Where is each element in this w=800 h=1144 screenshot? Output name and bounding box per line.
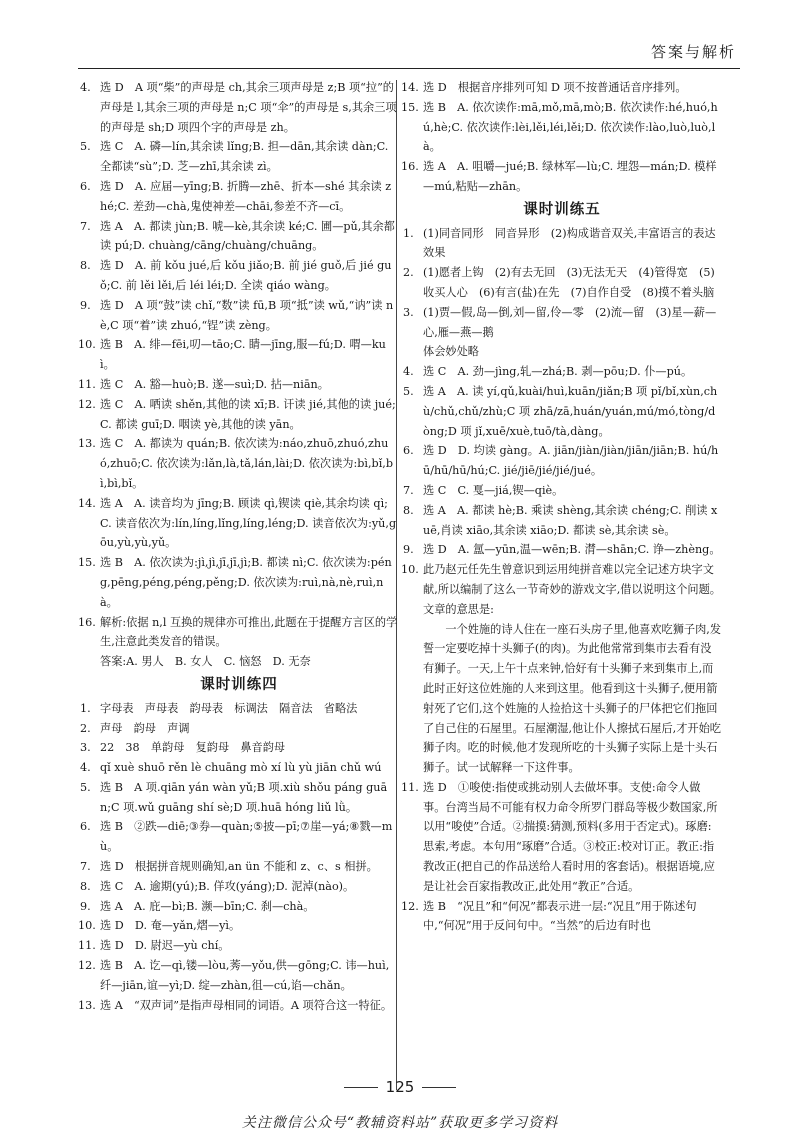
answer-item <box>80 857 398 877</box>
answer-item <box>80 897 398 917</box>
item-number: 5. <box>403 384 414 398</box>
item-text: 选 B A. 讫—qì,镂—lòu,莠—yǒu,供—gōng;C. 讳—huì,纤—jiān,谊—yì;D. 绽—zhàn,徂—cú,谄—chǎn。 <box>100 959 390 992</box>
item-text: 选 B A. 绯—fēi,叨—tāo;C. 睛—jīng,服—fú;D. 喟—kuì。 <box>100 338 386 372</box>
item-text: 选 A A. 都读 jùn;B. 唬—kè,其余读 ké;C. 圃—pǔ,其余都读 pú;D. chuàng/cāng/chuàng/chuāng。 <box>100 219 395 253</box>
item-text: 选 D D. 奄—yǎn,熠—yì。 <box>100 919 241 933</box>
answer-item <box>403 303 721 343</box>
item-number: 7. <box>80 219 91 233</box>
item-text: 选 A A. 读音均为 jīng;B. 顾读 qì,锲读 qiè,其余均读 qì;C. 读音依次为:lín,líng,lǐng,líng,léng;D. 读音依次为:yǔ,gōu,yù,yù,yǔ。 <box>100 496 397 550</box>
item-text: 选 C A. 哂读 shěn,其他的读 xī;B. 讦读 jié,其他的读 jué;C. 都读 guī;D. 咽读 yè,其他的读 yān。 <box>100 397 396 431</box>
item-text: 选 D 根据音序排列可知 D 项不按普通话音序排列。 <box>423 81 687 94</box>
meaning-intro: 文章的意思是: <box>423 602 494 616</box>
item-text: 此乃赵元任先生曾意识到运用纯拼音难以完全记述方块字文献,所以编制了这么一节奇妙的游戏文字,借以说明这个问题。 <box>423 563 721 596</box>
answer-item <box>80 434 398 493</box>
item-number: 9. <box>80 899 91 913</box>
item-text: 22 38 单韵母 复韵母 鼻音韵母 <box>100 741 286 755</box>
answer-item <box>403 382 721 441</box>
answer-item <box>403 98 721 157</box>
item-text: 选 D 根据拼音规则确知,an ün 不能和 z、c、s 相拼。 <box>100 860 378 874</box>
section-5-list-b <box>403 362 721 600</box>
answer-item <box>80 719 398 739</box>
item-number: 2. <box>403 266 414 280</box>
item-text: 选 C A. 都读为 quán;B. 依次读为:náo,zhuō,zhuó,zhuó,zhuō;C. 依次读为:lǎn,là,tǎ,lán,lài;D. 依次读为:bì,bǐ,bì,bì,bǐ。 <box>100 437 393 490</box>
item-text: 选 D A. 应届—yīng;B. 折腾—zhē、折本—shé 其余读 zhé;C. 差劲—chà,鬼使神差—chāi,参差不齐—cī。 <box>100 179 392 213</box>
item-number: 4. <box>403 365 414 379</box>
item-number: 12. <box>78 397 96 411</box>
item-text: 选 A A. 都读 hè;B. 乘读 shèng,其余读 chéng;C. 削读 xuē,肖读 xiāo,其余读 xiāo;D. 都读 sè,其余读 sè。 <box>423 503 718 537</box>
item-number: 5. <box>80 780 91 794</box>
item-number: 6. <box>80 179 91 193</box>
item-number: 3. <box>80 741 91 755</box>
answer-item <box>80 916 398 936</box>
page-header <box>78 0 740 69</box>
item-text: 选 B A. 依次读作:mā,mǒ,mā,mò;B. 依次读作:hé,huó,hú,hè;C. 依次读作:lèi,lěi,léi,lěi;D. 依次读作:lào,luò,luò,là。 <box>423 100 718 154</box>
footer-note: 关注微信公众号“教辅资料站”获取更多学习资料 <box>241 1115 559 1131</box>
answer-item <box>80 758 398 778</box>
answer-item <box>403 501 721 541</box>
item-number: 6. <box>403 444 414 458</box>
answer-item <box>80 78 398 137</box>
item-number: 1. <box>80 701 91 715</box>
section-title-4: 课时训练四 <box>200 676 278 693</box>
item-text: 选 B A. 依次读为:jì,jì,jī,jī,jì;B. 都读 nì;C. 依次读为:péng,pēng,péng,péng,pěng;D. 依次读为:ruì,nà,nè,ruì,nà。 <box>100 556 392 609</box>
item-text: 选 A A. 咀嚼—jué;B. 绿林军—lù;C. 埋怨—mán;D. 模样—mú,粘贴—zhān。 <box>423 160 717 193</box>
item-text: 选 C A. 劲—jìng,轧—zhá;B. 剥—pōu;D. 仆—pú。 <box>423 365 693 379</box>
item-number: 8. <box>80 879 91 893</box>
answer-item <box>80 936 398 956</box>
item-text: (1)同音同形 同音异形 (2)构成谐音双关,丰富语言的表达效果 <box>423 226 716 260</box>
item-number: 7. <box>80 860 91 874</box>
item-number: 11. <box>78 377 96 391</box>
item-number: 7. <box>403 483 414 497</box>
answer-item <box>403 157 721 197</box>
item-text: 选 D A. 氲—yūn,温—wēn;B. 潸—shān;C. 诤—zhèng。 <box>423 543 721 557</box>
item-number: 13. <box>78 998 96 1012</box>
item-number: 8. <box>403 503 414 517</box>
item-number: 3. <box>403 305 414 319</box>
item-number: 6. <box>80 820 91 834</box>
item-text: 选 D ①唆使:指使或挑动别人去做坏事。支使:命令人做事。台湾当局不可能有权力命令所罗门群岛等极少数国家,所以用“唆使”合适。②揣摸:猜测,预料(多用于否定式)。琢磨:思索,考虑。本句用“琢磨”合适。③校正:校对订正。教正:指教改正(把自己的作品送给人看时用的客套话)。根据语境,应是让社会百家指教改正,此处用“教正”合适。 <box>423 780 718 893</box>
left-answer-list <box>80 78 398 652</box>
answer-item <box>403 540 721 560</box>
item-number: 14. <box>78 496 96 510</box>
item-text: 选 D D. 均读 gàng。A. jiān/jiàn/jiàn/jiān/jiān;B. hú/hū/hū/hū/hú;C. jié/jiē/jié/jié/jué。 <box>423 444 719 478</box>
item-text: 选 D D. 尉迟—yù chí。 <box>100 939 230 953</box>
section-5-list-a <box>403 224 721 343</box>
item-number: 1. <box>403 226 414 240</box>
item-number: 12. <box>401 899 419 913</box>
answer-item <box>403 263 721 303</box>
answer-item <box>403 481 721 501</box>
item-number: 14. <box>401 81 419 94</box>
answer-item <box>80 956 398 996</box>
item-number: 10. <box>78 919 96 933</box>
answer-item <box>403 560 721 600</box>
subheading: 体会妙处略 <box>423 345 479 359</box>
answer-item <box>80 137 398 177</box>
item-text: 选 D A 项“柴”的声母是 ch,其余三项声母是 z;B 项“拉”的声母是 l,其余三项的声母是 n;C 项“伞”的声母是 s,其余三项的声母是 sh;D 项四个字的声母是 zh。 <box>100 81 397 134</box>
right-column <box>403 78 721 936</box>
answer-item <box>403 441 721 481</box>
item-number: 4. <box>80 761 91 775</box>
item-text: 选 A “双声词”是指声母相同的词语。A 项符合这一特征。 <box>100 998 393 1012</box>
page-number: 125 <box>0 1078 800 1096</box>
header-title: 答案与解析 <box>650 43 736 61</box>
item-number: 2. <box>80 721 91 735</box>
item-number: 9. <box>80 298 91 312</box>
answer-item <box>80 613 398 653</box>
answer-item <box>80 256 398 296</box>
story-paragraph: 一个姓施的诗人住在一座石头房子里,他喜欢吃狮子肉,发誓一定要吃掉十头狮子(的肉)。为此他常常到集市去看有没有狮子。一天,上午十点来钟,恰好有十头狮子来到集市上,而此时正好这位姓施的人来到这里。他看到这十头狮子,便用箭射死了它们,这个姓施的人捡拾这十头狮子的尸体把它们拖回了自己住的石屋里。石屋潮湿,他让仆人擦拭石屋后,才开始吃狮子肉。吃的时候,他才发现所吃的十头狮子实际上是十头石狮子。试一试解释一下这件事。 <box>423 622 722 775</box>
item-number: 16. <box>78 615 96 629</box>
section-5-list-c <box>403 778 721 936</box>
right-answer-list <box>403 78 721 197</box>
item-text: qǐ xuè shuō rěn lè chuāng mò xí lù yù jiān chǔ wú <box>100 761 382 775</box>
item-text: 选 A A. 庇—bì;B. 濒—bīn;C. 刹—chà。 <box>100 899 315 913</box>
answer-item <box>80 699 398 719</box>
answer-item <box>403 362 721 382</box>
answer-item <box>403 224 721 264</box>
item-text: 选 D A. 前 kǒu jué,后 kǒu jiǎo;B. 前 jié guǒ,后 jié guǒ;C. 前 lěi lěi,后 léi léi;D. 全读 qiáo wàng。 <box>100 259 392 292</box>
answer-item <box>80 817 398 857</box>
item-text: 选 B A 项.qiān yán wàn yǔ;B 项.xiù shǒu páng guān;C 项.wǔ guāng shí sè;D 项.huā hóng liǔ lǜ。 <box>100 780 388 814</box>
item-number: 11. <box>401 780 419 794</box>
item-number: 4. <box>80 81 91 94</box>
item-number: 10. <box>401 563 419 577</box>
answer-16: 答案:A. 男人 B. 女人 C. 恼怒 D. 无奈 <box>100 655 311 669</box>
answer-item <box>80 375 398 395</box>
item-number: 10. <box>78 338 96 352</box>
item-text: 选 B ②跌—diē;③券—quàn;⑤披—pī;⑦崖—yá;⑧戮—mù。 <box>100 820 393 854</box>
item-number: 13. <box>78 437 96 451</box>
item-text: 选 D A 项“鼓”读 chǐ,“数”读 fū,B 项“抵”读 wǔ,“讷”读 nè,C 项“着”读 zhuó,“锃”读 zèng。 <box>100 298 394 332</box>
answer-item <box>80 177 398 217</box>
item-number: 15. <box>401 100 419 114</box>
item-text: 声母 韵母 声调 <box>100 721 190 735</box>
item-text: 解析:依据 n,l 互换的规律亦可推出,此题在于提醒方言区的学生,注意此类发音的错误。 <box>100 615 398 649</box>
item-text: 选 C A. 豁—huò;B. 遂—suì;D. 拈—niān。 <box>100 377 329 391</box>
item-number: 9. <box>403 543 414 557</box>
answer-item <box>80 877 398 897</box>
item-number: 11. <box>78 939 96 953</box>
item-number: 8. <box>80 259 91 273</box>
answer-item <box>80 296 398 336</box>
answer-item <box>80 395 398 435</box>
section-4-list <box>80 699 398 1016</box>
answer-item <box>403 78 721 98</box>
answer-item <box>80 217 398 257</box>
answer-item <box>403 778 721 897</box>
item-number: 12. <box>78 959 96 973</box>
item-number: 5. <box>80 140 91 154</box>
answer-item <box>80 996 398 1016</box>
answer-item <box>80 335 398 375</box>
item-text: (1)愿者上钩 (2)有去无回 (3)无法无天 (4)管得宽 (5)收买人心 (6)有言(盐)在先 (7)自作自受 (8)摸不着头脑 <box>423 266 715 299</box>
answer-item <box>80 778 398 818</box>
section-title-5: 课时训练五 <box>523 201 601 218</box>
item-text: 选 C C. 戛—jiá,锲—qiè。 <box>423 483 564 497</box>
item-text: 选 C A. 逾期(yú);B. 佯攻(yáng);D. 泥淖(nào)。 <box>100 879 355 893</box>
item-number: 15. <box>78 556 96 570</box>
answer-item <box>403 897 721 937</box>
item-text: 字母表 声母表 韵母表 标调法 隔音法 省略法 <box>100 701 358 715</box>
answer-item <box>80 494 398 553</box>
item-text: 选 C A. 磷—lín,其余读 lǐng;B. 担—dān,其余读 dàn;C. 全都读“sù”;D. 芝—zhī,其余读 zì。 <box>100 140 389 174</box>
item-number: 16. <box>401 160 419 174</box>
answer-item <box>80 553 398 612</box>
left-column <box>80 78 398 1015</box>
item-text: 选 A A. 读 yí,qǔ,kuài/huì,kuān/jiǎn;B 项 pǐ/bǐ,xùn,chù/chǔ,chǔ/zhù;C 项 zhā/zā,huán/yuán,mú/mó,tòng/dòng;D 项 jǐ,xuē/xuè,tuō/tà,dàng。 <box>423 384 718 438</box>
item-text: (1)贾—假,岛—倒,刘—留,伶—零 (2)流—留 (3)星—薪—心,雁—燕—鹅 <box>423 305 717 339</box>
item-text: 选 B “况且”和“何况”都表示进一层:“况且”用于陈述句中,“何况”用于反问句中。“当然”的后边有时也 <box>423 899 697 933</box>
answer-item <box>80 738 398 758</box>
